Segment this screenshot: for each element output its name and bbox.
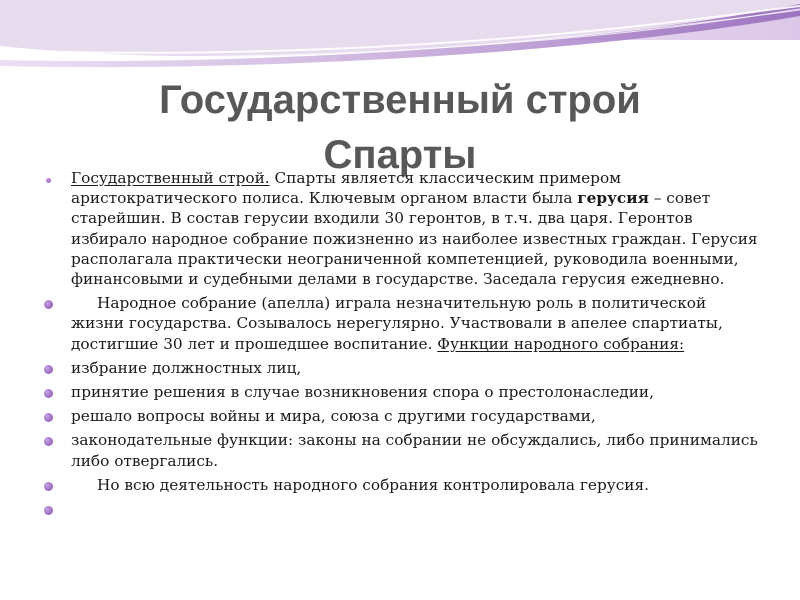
bullet-icon <box>44 300 53 309</box>
list-item-text: законодательные функции: законы на собрании не обсуждались, либо принимались либо отвергались. <box>71 431 758 470</box>
bullet-icon <box>44 482 53 491</box>
list-item <box>44 430 764 470</box>
list-item-text: решало вопросы войны и мира, союза с другими государствами, <box>71 407 596 426</box>
bullet-icon <box>44 506 53 515</box>
slide-body <box>44 168 764 523</box>
empty-list-item <box>44 499 764 519</box>
slide-title <box>0 73 800 183</box>
paragraph-lead-underlined: Государственный строй. <box>71 169 270 187</box>
list-item <box>44 358 764 378</box>
underlined-heading-functions: Функции народного собрания: <box>437 334 685 353</box>
bullet-icon <box>44 389 53 398</box>
bullet-icon <box>46 178 51 183</box>
list-item-text: избрание должностных лиц, <box>71 358 302 377</box>
paragraph-bold-term: герусия <box>577 189 649 208</box>
list-item <box>44 382 764 402</box>
bullet-icon <box>44 437 53 446</box>
list-item <box>44 406 764 426</box>
paragraph-control <box>44 475 764 495</box>
paragraph-apella <box>44 293 764 354</box>
paragraph-text: – совет старейшин. В состав герусии входили 30 геронтов, в т.ч. два царя. Геронтов избирало народное собрание пожизненно из наиболее известных граждан. Герусия располагала практически неограниченной компетенцией, руководила военными, финансовыми и судебными делами в государстве. Заседала герусия ежедневно. <box>71 189 758 289</box>
paragraph-text: Спарты является классическим примером аристократического полиса. Ключевым органом власти была <box>71 169 622 208</box>
decorative-header-swoosh <box>0 0 800 70</box>
paragraph-text: Но всю деятельность народного собрания контролировала герусия. <box>97 475 650 494</box>
paragraph-gerousia <box>44 168 764 289</box>
paragraph-text: Народное собрание (апелла) играла незначительную роль в политической жизни государства. Созывалось нерегулярно. Участвовали в апелее спартиаты, достигшие 30 лет и прошедшее воспитание. <box>71 294 723 353</box>
bullet-icon <box>44 365 53 374</box>
list-item-text: принятие решения в случае возникновения спора о престолонаследии, <box>71 383 654 402</box>
bullet-icon <box>44 413 53 422</box>
slide-title-line1: Государственный строй <box>159 77 641 122</box>
slide-title-line2: Спарты <box>323 132 477 177</box>
